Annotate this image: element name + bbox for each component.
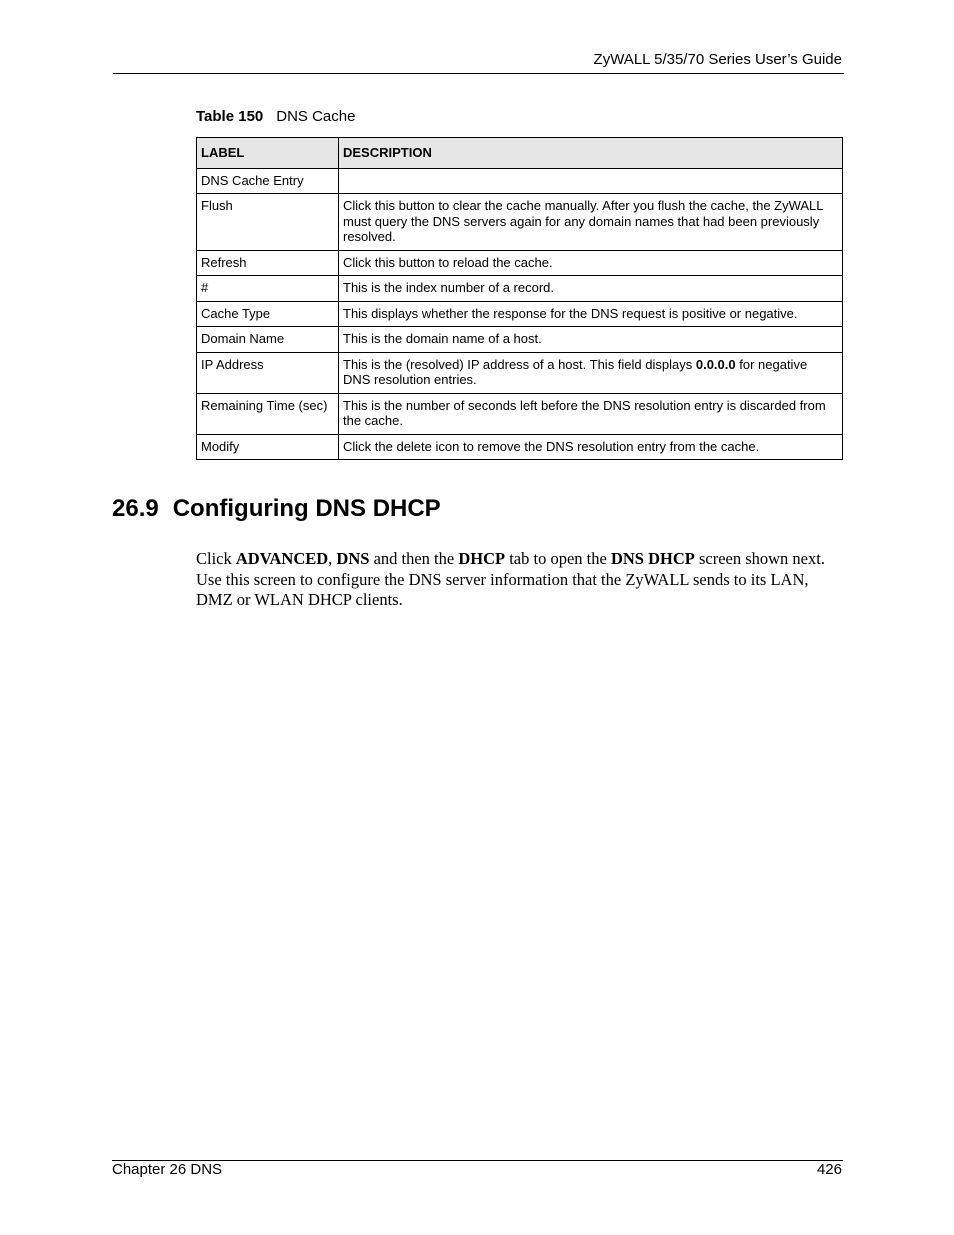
table-caption-text: DNS Cache xyxy=(276,108,356,125)
row-label: Remaining Time (sec) xyxy=(197,393,339,434)
para-bold-advanced: ADVANCED xyxy=(235,549,329,568)
row-description xyxy=(339,352,843,393)
row-label: # xyxy=(197,276,339,302)
para-bold-dhcp: DHCP xyxy=(458,549,506,568)
para-text: Click xyxy=(196,549,236,568)
section-title-text: Configuring DNS DHCP xyxy=(172,495,441,522)
desc-bold-value: 0.0.0.0 xyxy=(695,356,736,372)
table-row xyxy=(197,393,843,434)
row-description: This is the domain name of a host. xyxy=(339,327,843,353)
table-number: Table 150 xyxy=(196,108,264,125)
row-description xyxy=(339,168,843,194)
para-text: and then the xyxy=(369,549,459,568)
row-description: Click this button to reload the cache. xyxy=(339,250,843,276)
footer-chapter: Chapter 26 DNS xyxy=(112,1161,223,1178)
para-text: screen shown next. Use this screen to configure the DNS server information that the ZyWALL sends to its LAN, DMZ or WLAN DHCP clients. xyxy=(196,549,825,609)
table-row xyxy=(197,276,843,302)
row-description: This displays whether the response for the DNS request is positive or negative. xyxy=(339,301,843,327)
table-row xyxy=(197,434,843,460)
row-label: Cache Type xyxy=(197,301,339,327)
table-row xyxy=(197,250,843,276)
row-label: DNS Cache Entry xyxy=(197,168,339,194)
table-caption xyxy=(196,108,355,125)
table-row xyxy=(197,327,843,353)
para-text: tab to open the xyxy=(505,549,611,568)
row-label: Flush xyxy=(197,194,339,251)
page-number: 426 xyxy=(816,1161,842,1178)
column-header-description: DESCRIPTION xyxy=(339,138,843,169)
running-header: ZyWALL 5/35/70 Series User’s Guide xyxy=(593,51,842,68)
row-description: This is the index number of a record. xyxy=(339,276,843,302)
section-number: 26.9 xyxy=(112,495,159,522)
desc-text: This is the (resolved) IP address of a host. This field displays xyxy=(343,356,696,372)
section-heading xyxy=(112,495,441,523)
table-header-row xyxy=(197,138,843,169)
row-label: Domain Name xyxy=(197,327,339,353)
para-bold-dns-dhcp: DNS DHCP xyxy=(610,549,695,568)
row-label: Refresh xyxy=(197,250,339,276)
row-label: Modify xyxy=(197,434,339,460)
para-text: , xyxy=(328,549,337,568)
row-description: This is the number of seconds left before the DNS resolution entry is discarded from the cache. xyxy=(339,393,843,434)
table-row xyxy=(197,168,843,194)
header-divider xyxy=(113,73,844,74)
column-header-label: LABEL xyxy=(197,138,339,169)
desc-text: for negative DNS resolution entries. xyxy=(343,356,808,387)
table-row xyxy=(197,194,843,251)
row-description: Click the delete icon to remove the DNS resolution entry from the cache. xyxy=(339,434,843,460)
table-row xyxy=(197,352,843,393)
row-label: IP Address xyxy=(197,352,339,393)
row-description: Click this button to clear the cache manually. After you flush the cache, the ZyWALL must query the DNS servers again for any domain names that had been previously resolved. xyxy=(339,194,843,251)
table-row xyxy=(197,301,843,327)
dns-cache-table xyxy=(196,137,843,460)
para-bold-dns: DNS xyxy=(336,549,370,568)
body-paragraph xyxy=(196,549,846,611)
